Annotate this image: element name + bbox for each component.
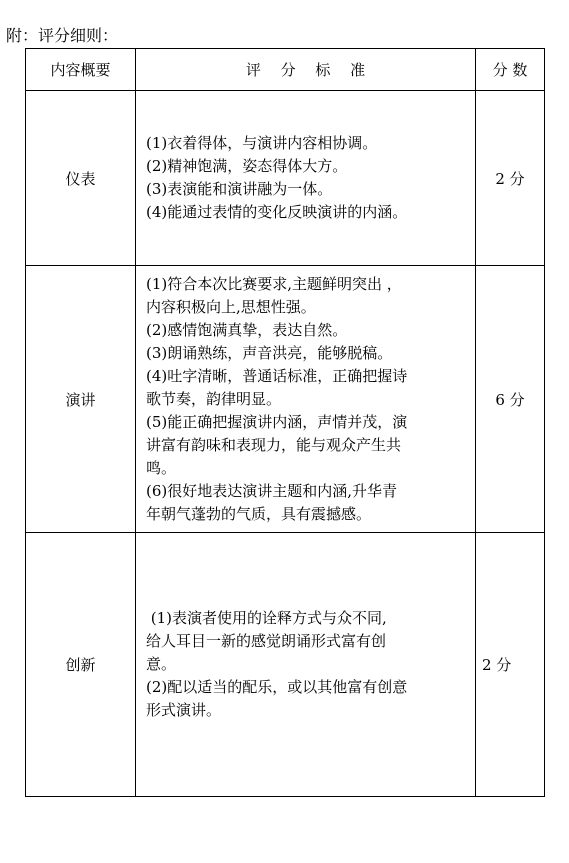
table-row-speech bbox=[26, 266, 545, 533]
criteria-line: (1)衣着得体，与演讲内容相协调。 bbox=[146, 134, 378, 152]
criteria-line: (2)精神饱满，姿态得体大方。 bbox=[146, 157, 348, 175]
criteria-cell bbox=[136, 533, 476, 797]
table-header-row bbox=[26, 49, 545, 91]
criteria-line: 年朝气蓬勃的气质，具有震撼感。 bbox=[146, 504, 372, 523]
criteria-cell bbox=[136, 266, 476, 533]
criteria-line: (4)能通过表情的变化反映演讲的内涵。 bbox=[146, 203, 408, 221]
criteria-cell bbox=[136, 91, 476, 266]
document-heading: 附：评分细则： bbox=[6, 26, 119, 45]
criteria-line: (6)很好地表达演讲主题和内涵,升华青 bbox=[146, 481, 398, 500]
criteria-line: 形式演讲。 bbox=[146, 701, 222, 719]
table-row-innovation bbox=[26, 533, 545, 797]
category-cell: 仪表 bbox=[26, 91, 136, 266]
criteria-line: 歌节奏，韵律明显。 bbox=[146, 389, 282, 408]
header-scoring-criteria: 评 分 标 准 bbox=[136, 49, 476, 91]
criteria-line: (2)感情饱满真挚，表达自然。 bbox=[146, 320, 348, 339]
criteria-line: (4)吐字清晰，普通话标准，正确把握诗 bbox=[146, 366, 408, 385]
score-cell: 2 分 bbox=[476, 91, 545, 266]
score-cell: 6 分 bbox=[476, 266, 545, 533]
criteria-line: 给人耳目一新的感觉朗诵形式富有创 bbox=[146, 632, 387, 650]
criteria-line: (3)朗诵熟练，声音洪亮，能够脱稿。 bbox=[146, 343, 393, 362]
score-cell: 2 分 bbox=[476, 533, 545, 797]
header-score: 分 数 bbox=[476, 49, 545, 91]
criteria-line: (1)表演者使用的诠释方式与众不同, bbox=[146, 609, 387, 627]
criteria-line: (5)能正确把握演讲内涵，声情并茂，演 bbox=[146, 412, 408, 431]
header-content-summary: 内容概要 bbox=[26, 49, 136, 91]
criteria-line: 内容积极向上,思想性强。 bbox=[146, 297, 316, 316]
table-row-appearance bbox=[26, 91, 545, 266]
criteria-line: 意。 bbox=[146, 655, 177, 673]
criteria-line: 讲富有韵味和表现力，能与观众产生共 bbox=[146, 435, 402, 454]
criteria-line: (1)符合本次比赛要求,主题鲜明突出 ， bbox=[146, 274, 402, 293]
scoring-rubric-table bbox=[25, 48, 545, 797]
criteria-line: (3)表演能和演讲融为一体。 bbox=[146, 180, 333, 198]
category-cell: 创新 bbox=[26, 533, 136, 797]
category-cell: 演讲 bbox=[26, 266, 136, 533]
criteria-line: (2)配以适当的配乐，或以其他富有创意 bbox=[146, 678, 408, 696]
criteria-line: 鸣。 bbox=[146, 458, 177, 477]
